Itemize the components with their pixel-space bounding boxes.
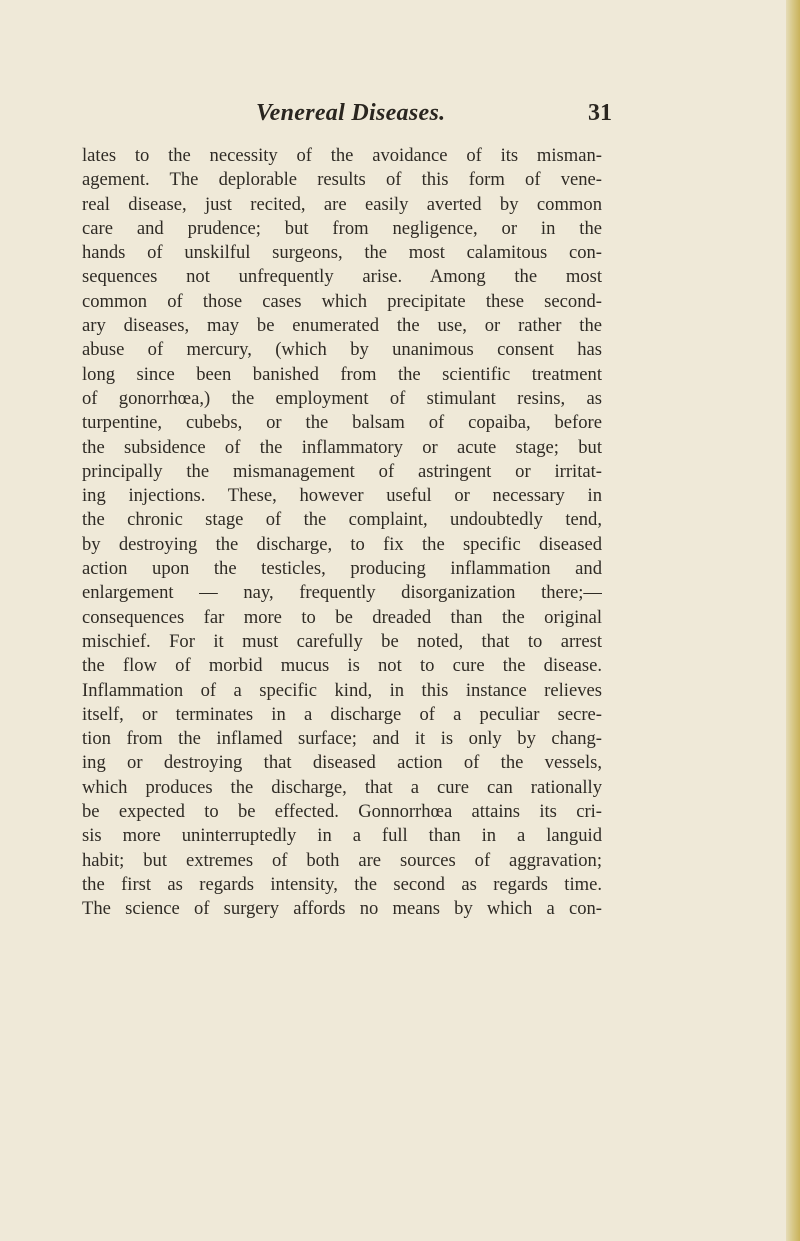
text-line: the flow of morbid mucus is not to cure the disease.	[82, 655, 602, 677]
text-line: of gonorrhœa,) the employment of stimulant resins, as	[82, 387, 602, 409]
text-line: common of those cases which precipitate these second-	[82, 290, 602, 312]
text-line: be expected to be effected. Gonnorrhœa attains its cri-	[82, 801, 602, 823]
text-line: itself, or terminates in a discharge of a peculiar secre-	[82, 703, 602, 725]
text-line: The science of surgery affords no means by which a con-	[82, 898, 602, 920]
page-number: 31	[588, 100, 612, 126]
body-text	[82, 144, 602, 922]
page-edge-shadow	[786, 0, 800, 1241]
text-line: habit; but extremes of both are sources of aggravation;	[82, 849, 602, 871]
text-line: ary diseases, may be enumerated the use, or rather the	[82, 315, 602, 337]
text-line: principally the mismanagement of astringent or irritat-	[82, 460, 602, 482]
text-line: mischief. For it must carefully be noted, that to arrest	[82, 630, 602, 652]
text-line: care and prudence; but from negligence, or in the	[82, 217, 602, 239]
text-line: tion from the inflamed surface; and it is only by chang-	[82, 728, 602, 750]
text-line: enlargement — nay, frequently disorganization there;—	[82, 582, 602, 604]
text-line: by destroying the discharge, to fix the specific diseased	[82, 533, 602, 555]
text-line: action upon the testicles, producing inflammation and	[82, 558, 602, 580]
text-line: which produces the discharge, that a cure can rationally	[82, 776, 602, 798]
text-line: real disease, just recited, are easily averted by common	[82, 193, 602, 215]
text-line: agement. The deplorable results of this form of vene-	[82, 169, 602, 191]
text-line: the first as regards intensity, the second as regards time.	[82, 873, 602, 895]
text-line: sequences not unfrequently arise. Among the most	[82, 266, 602, 288]
page-header	[0, 100, 800, 140]
text-line: turpentine, cubebs, or the balsam of copaiba, before	[82, 412, 602, 434]
text-line: sis more uninterruptedly in a full than in a languid	[82, 825, 602, 847]
text-line: long since been banished from the scientific treatment	[82, 363, 602, 385]
text-line: the chronic stage of the complaint, undoubtedly tend,	[82, 509, 602, 531]
text-line: ing or destroying that diseased action of the vessels,	[82, 752, 602, 774]
text-line: ing injections. These, however useful or necessary in	[82, 485, 602, 507]
text-line: abuse of mercury, (which by unanimous consent has	[82, 339, 602, 361]
text-line: Inflammation of a specific kind, in this instance relieves	[82, 679, 602, 701]
text-line: the subsidence of the inflammatory or acute stage; but	[82, 436, 602, 458]
text-line: lates to the necessity of the avoidance of its misman-	[82, 145, 602, 166]
text-line: hands of unskilful surgeons, the most calamitous con-	[82, 242, 602, 264]
running-title: Venereal Diseases.	[256, 100, 446, 126]
text-line: consequences far more to be dreaded than the original	[82, 606, 602, 628]
